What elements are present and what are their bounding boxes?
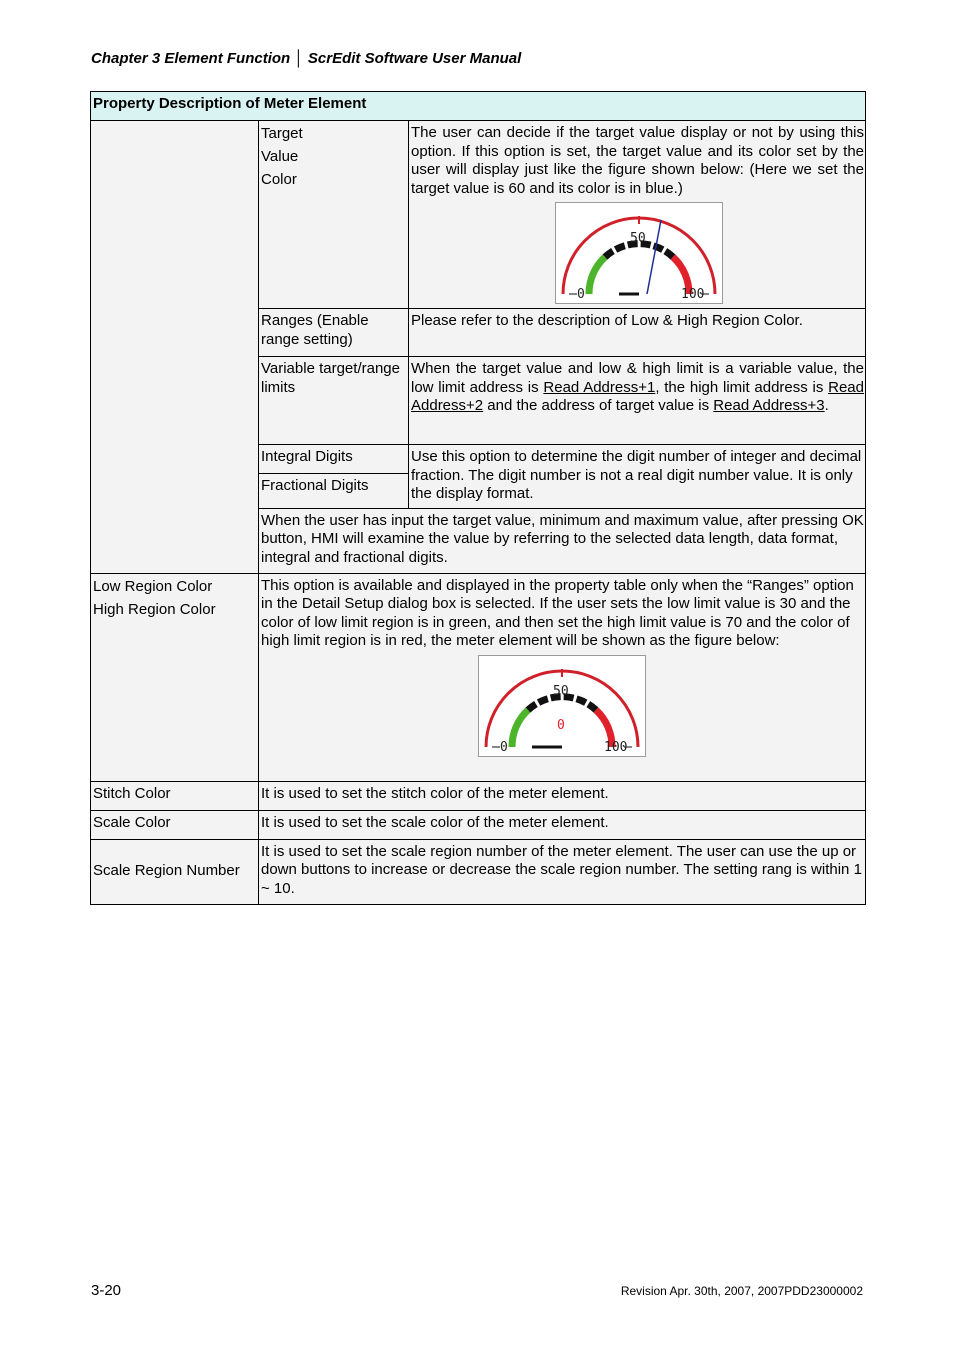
read-address-2-link[interactable]: Read Address+2	[411, 378, 864, 414]
scale-min-label: 0	[577, 287, 585, 302]
revision-note: Revision Apr. 30th, 2007, 2007PDD23000002	[620, 1284, 863, 1298]
stitch-color-name: Stitch Color	[91, 781, 259, 810]
scale-region-number-name: Scale Region Number	[91, 839, 259, 904]
target-desc-text: The user can decide if the target value display or not by using this option. If this option is set, the target value and its color set by the user will display just like the figure shown below: (Here we set the target value is 60 and its color is in blue.)	[411, 124, 864, 197]
target-meter-figure	[555, 202, 864, 304]
scale-max-label: 100	[681, 287, 705, 302]
variable-desc-text: When the target value and low & high limit is a variable value, the low limit address is	[411, 360, 864, 396]
scale-max-label: 100	[604, 739, 628, 755]
table-title: Property Description of Meter Element	[91, 92, 866, 121]
scale-mid-label: 50	[553, 683, 569, 699]
high-region-color-label: High Region Color	[93, 600, 216, 618]
meter-gauge-image	[478, 655, 646, 757]
meter-property-table	[90, 91, 866, 905]
fractional-digits-name: Fractional Digits	[259, 474, 409, 508]
target-name-line: Color	[261, 171, 297, 188]
ranges-desc: Please refer to the description of Low & High Region Color.	[409, 309, 866, 357]
target-name-line: Value	[261, 148, 299, 165]
integral-digits-name: Integral Digits	[259, 445, 409, 474]
variable-desc-text: and the address of target value is	[483, 397, 714, 414]
read-address-1-link[interactable]: Read Address+1	[543, 378, 656, 396]
region-desc-text: This option is available and displayed in the property table only when the “Ranges” option in the Detail Setup dialog box is selected. If the user sets the low limit value is 30 and the color of low limit region is in green, and then set the high limit value is 70 and the color of high limit region is in red, the meter element will be shown as the figure below:	[261, 576, 854, 649]
target-value-color-name	[259, 121, 409, 309]
low-region-color-label: Low Region Color	[93, 577, 213, 595]
variable-limits-name: Variable target/range limits	[259, 357, 409, 445]
read-address-3-link[interactable]: Read Address+3	[713, 397, 825, 414]
digits-desc: Use this option to determine the digit number of integer and decimal fraction. The digit number is not a real digit number value. It is only the display format.	[409, 445, 866, 509]
target-value-color-desc	[409, 121, 866, 309]
scale-region-number-desc: It is used to set the scale region number of the meter element. The user can use the up or down buttons to increase or decrease the scale region number. The setting rang is within 1 ~ 10.	[259, 839, 866, 904]
scale-color-name: Scale Color	[91, 810, 259, 839]
variable-desc-text: , the high limit address is	[655, 378, 829, 396]
variable-desc-text: .	[824, 397, 829, 414]
region-color-desc	[259, 573, 866, 781]
blank-cell	[91, 121, 259, 574]
meter-gauge-image	[555, 202, 723, 304]
scale-min-label: 0	[500, 739, 508, 755]
ranges-name: Ranges (Enable range setting)	[259, 309, 409, 357]
scale-mid-label: 50	[630, 231, 646, 246]
page-number: 3-20	[91, 1282, 122, 1299]
variable-limits-desc	[409, 357, 866, 445]
current-value-label: 0	[557, 717, 565, 733]
target-name-line: Target	[261, 125, 303, 142]
stitch-color-desc: It is used to set the stitch color of the meter element.	[259, 781, 866, 810]
scale-color-desc: It is used to set the scale color of the meter element.	[259, 810, 866, 839]
page-header: Chapter 3 Element Function │ ScrEdit Software User Manual	[91, 50, 522, 67]
validation-note: When the user has input the target value, minimum and maximum value, after pressing OK button, HMI will examine the value by referring to the selected data length, data format, integral and fractional digits.	[259, 508, 866, 573]
region-color-name	[91, 573, 259, 781]
region-meter-figure	[478, 655, 864, 757]
